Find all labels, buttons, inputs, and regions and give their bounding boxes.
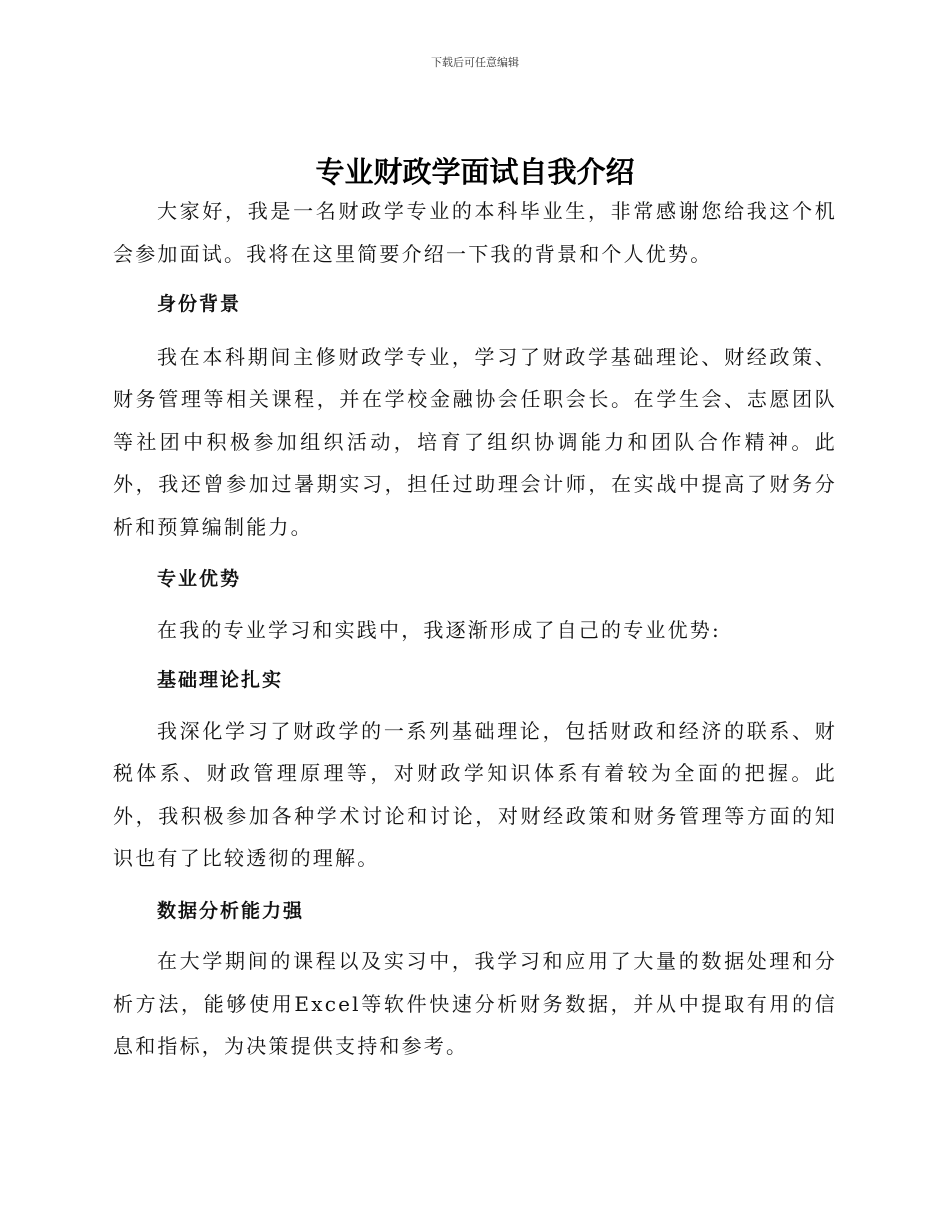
section-heading-data: 数据分析能力强 <box>157 899 305 922</box>
section-heading-background: 身份背景 <box>157 293 242 315</box>
advantage-paragraph: 在我的专业学习和实践中，我逐渐形成了自己的专业优势: <box>157 617 721 642</box>
section-heading-theory: 基础理论扎实 <box>157 669 284 691</box>
intro-paragraph: 大家好，我是一名财政学专业的本科毕业生，非常感谢您给我这个机会参加面试。我将在这里简要介绍一下我的背景和个人优势。 <box>113 199 837 266</box>
document-body <box>113 190 837 1068</box>
header-note: 下载后可任意编辑 <box>431 56 519 69</box>
page-title: 专业财政学面试自我介绍 <box>315 155 635 189</box>
data-paragraph: 在大学期间的课程以及实习中，我学习和应用了大量的数据处理和分析方法，能够使用Excel等软件快速分析财务数据，并从中提取有用的信息和指标，为决策提供支持和参考。 <box>113 949 837 1058</box>
section-heading-advantage: 专业优势 <box>157 568 242 590</box>
background-paragraph: 我在本科期间主修财政学专业，学习了财政学基础理论、财经政策、财务管理等相关课程，并在学校金融协会任职会长。在学生会、志愿团队等社团中积极参加组织活动，培育了组织协调能力和团队合作精神。此外，我还曾参加过暑期实习，担任过助理会计师，在实战中提高了财务分析和预算编制能力。 <box>113 344 837 539</box>
theory-paragraph: 我深化学习了财政学的一系列基础理论，包括财政和经济的联系、财税体系、财政管理原理等，对财政学知识体系有着较为全面的把握。此外，我积极参加各种学术讨论和讨论，对财经政策和财务管理等方面的知识也有了比较透彻的理解。 <box>113 718 837 870</box>
